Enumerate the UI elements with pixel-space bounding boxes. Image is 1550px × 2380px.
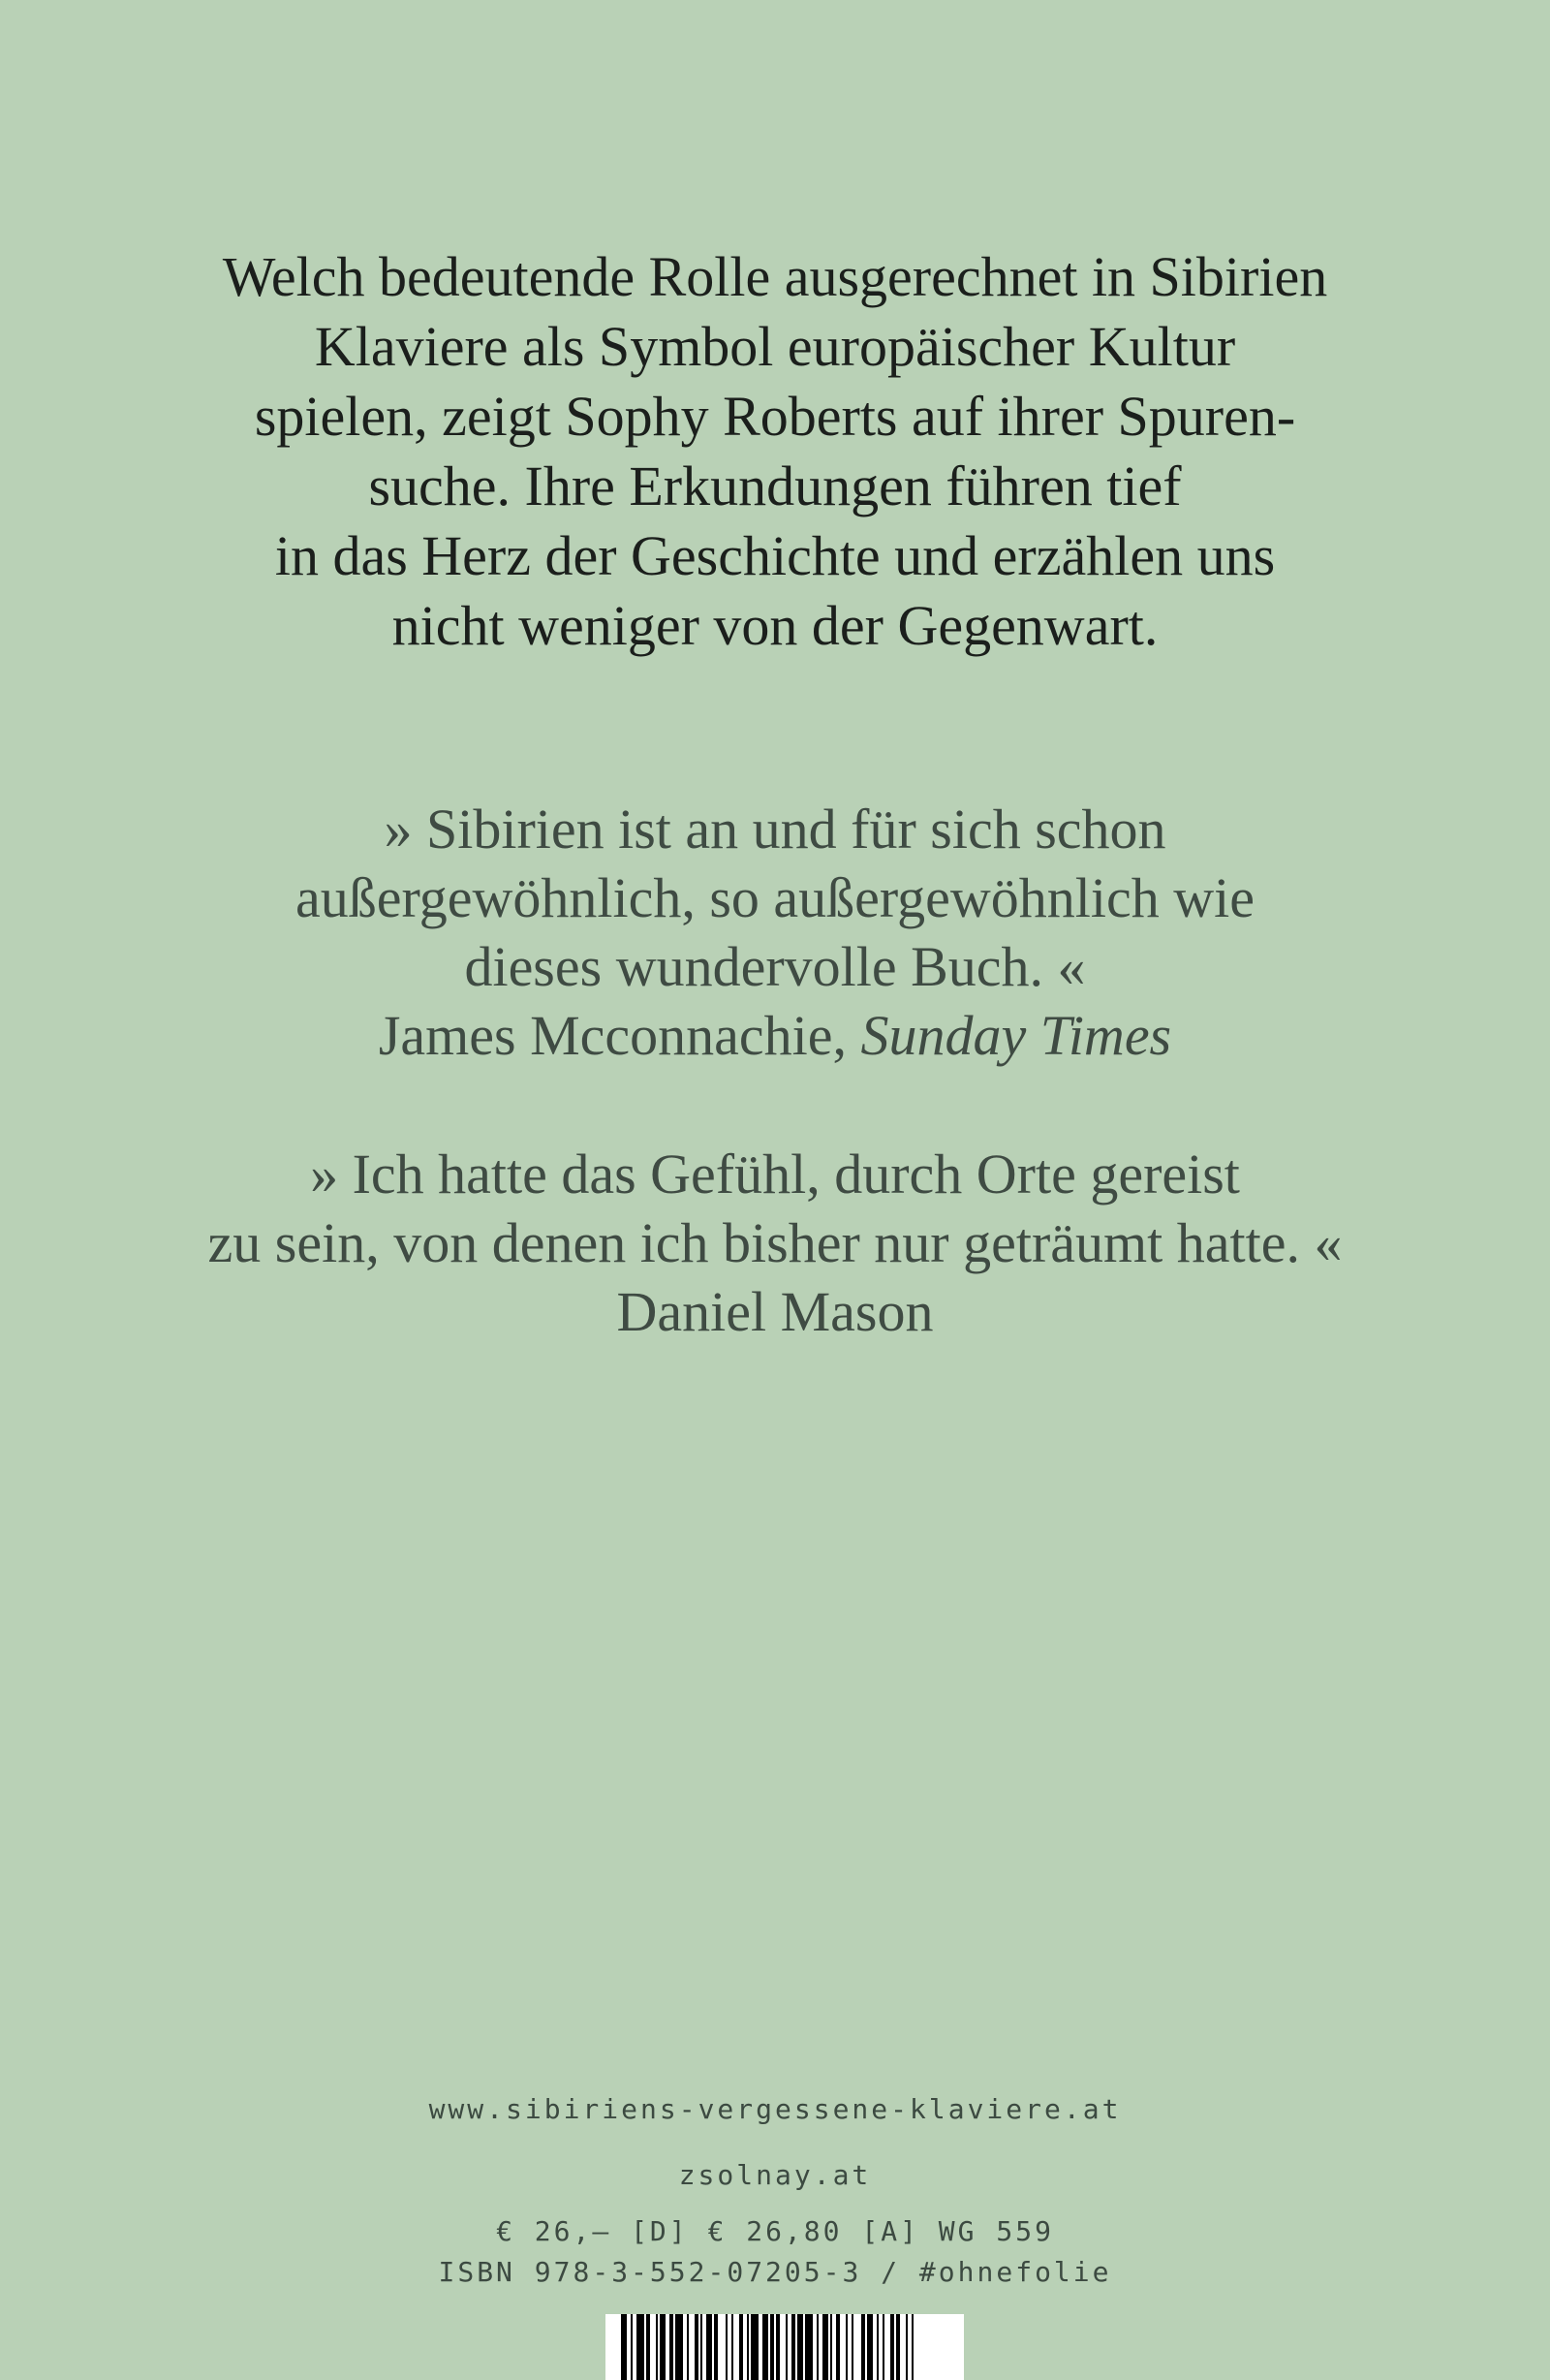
blurb-line: suche. Ihre Erkundungen führen tief <box>368 454 1182 517</box>
barcode-bar <box>700 2314 702 2380</box>
barcode-bar <box>867 2314 873 2380</box>
barcode-bar <box>776 2314 780 2380</box>
quote-author: Daniel Mason <box>616 1280 934 1343</box>
barcode-bar <box>660 2314 666 2380</box>
barcode-bar <box>646 2314 650 2380</box>
barcode-bar <box>822 2314 828 2380</box>
barcode-bar <box>890 2314 894 2380</box>
blurb-line: Klaviere als Symbol europäischer Kultur <box>314 315 1236 378</box>
quote-author: James Mcconnachie, <box>378 1004 848 1067</box>
blurb-line: Welch bedeutende Rolle ausgerechnet in Sibirien <box>222 245 1328 308</box>
barcode-bar <box>786 2314 788 2380</box>
barcode-bar <box>830 2314 832 2380</box>
barcode-bar <box>706 2314 712 2380</box>
barcode-bar <box>731 2314 733 2380</box>
barcode-bar <box>846 2314 848 2380</box>
barcode <box>605 2314 964 2380</box>
barcode-bar <box>883 2314 884 2380</box>
barcode-bar <box>747 2314 749 2380</box>
barcode-bar <box>912 2314 914 2380</box>
barcode-bar <box>836 2314 840 2380</box>
isbn-line: ISBN 978-3-552-07205-3 / #ohnefolie <box>438 2256 1112 2288</box>
blurb-text <box>97 242 1453 661</box>
blurb-line: in das Herz der Geschichte und erzählen uns <box>274 524 1276 587</box>
barcode-bar <box>906 2314 908 2380</box>
barcode-bar <box>656 2314 658 2380</box>
barcode-bar <box>695 2314 698 2380</box>
barcode-bar <box>791 2314 795 2380</box>
quote-line: dieses wundervolle Buch. « <box>464 935 1086 998</box>
review-quote-2 <box>97 1140 1453 1346</box>
blurb-line: nicht weniger von der Gegenwart. <box>391 594 1159 657</box>
barcode-bar <box>621 2314 627 2380</box>
quote-line: zu sein, von denen ich bisher nur geträumt hatte. « <box>207 1211 1343 1274</box>
barcode-bar <box>877 2314 879 2380</box>
publisher-website: zsolnay.at <box>678 2159 872 2191</box>
barcode-bar <box>805 2314 813 2380</box>
barcode-bar <box>817 2314 819 2380</box>
review-quote-1 <box>97 795 1453 1070</box>
quote-attribution <box>97 1001 1453 1070</box>
barcode-bar <box>714 2314 718 2380</box>
barcode-bar <box>762 2314 768 2380</box>
barcode-graphic <box>605 2314 964 2380</box>
blurb-line: spielen, zeigt Sophy Roberts auf ihrer Spuren- <box>254 385 1296 448</box>
price-line: € 26,– [D] € 26,80 [A] WG 559 <box>496 2215 1054 2247</box>
barcode-bar <box>770 2314 774 2380</box>
barcode-bar <box>669 2314 673 2380</box>
barcode-bar <box>631 2314 633 2380</box>
barcode-bar <box>739 2314 743 2380</box>
barcode-bar <box>751 2314 759 2380</box>
barcode-bar <box>896 2314 900 2380</box>
barcode-bar <box>797 2314 803 2380</box>
barcode-bar <box>675 2314 683 2380</box>
quote-publication: Sunday Times <box>860 1004 1172 1067</box>
quote-line: » Sibirien ist an und für sich schon <box>384 798 1166 861</box>
barcode-bar <box>861 2314 865 2380</box>
barcode-bar <box>726 2314 728 2380</box>
barcode-bar <box>687 2314 689 2380</box>
barcode-bar <box>852 2314 853 2380</box>
barcode-bar <box>636 2314 644 2380</box>
book-website: www.sibiriens-vergessene-klaviere.at <box>428 2093 1122 2125</box>
quote-line: außergewöhnlich, so außergewöhnlich wie <box>294 866 1256 929</box>
quote-line: » Ich hatte das Gefühl, durch Orte gereist <box>310 1143 1240 1206</box>
